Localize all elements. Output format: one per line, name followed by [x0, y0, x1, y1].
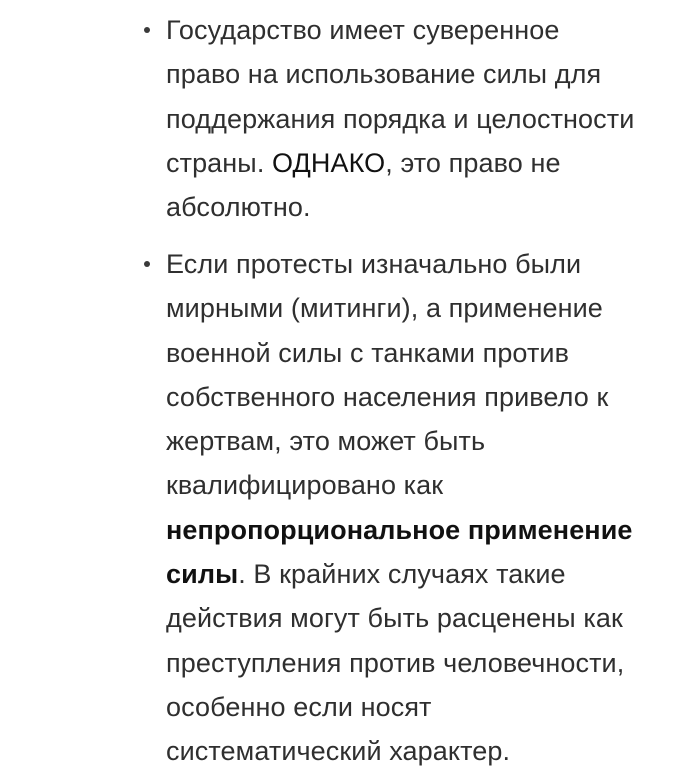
list-item — [166, 242, 662, 774]
bold-text: силы — [166, 559, 239, 590]
text-line: мирными (митинги), а применение — [166, 293, 603, 324]
text-line: поддержания порядка и целостности — [166, 103, 635, 134]
text-line: военной силы с танками против — [166, 337, 570, 368]
text-line: абсолютно. — [166, 192, 311, 223]
bullet-dot-icon — [144, 261, 150, 267]
bold-text-line: непропорциональное применение — [166, 514, 633, 545]
text-line: право на использование силы для — [166, 59, 602, 90]
text-line: собственного населения привело к — [166, 381, 609, 412]
text-line: особенно если носят — [166, 691, 432, 722]
list-item — [166, 8, 678, 229]
emphasis-text: ОДНАКО — [272, 147, 386, 178]
text-line: квалифицировано как — [166, 470, 444, 501]
text-line: действия могут быть расценены как — [166, 603, 623, 634]
text-line: Государство имеет суверенное — [166, 15, 560, 45]
text-line — [166, 141, 678, 185]
text-fragment: , это право не — [385, 147, 561, 178]
text-line: систематический характер. — [166, 736, 511, 767]
text-line: Если протесты изначально были — [166, 249, 582, 279]
text-line: преступления против человечности, — [166, 647, 625, 678]
text-line — [166, 552, 662, 596]
text-line: жертвам, это может быть — [166, 426, 486, 457]
text-fragment: . В крайних случаях такие — [238, 559, 566, 590]
bullet-dot-icon — [144, 27, 150, 33]
text-fragment: страны. — [166, 147, 273, 178]
